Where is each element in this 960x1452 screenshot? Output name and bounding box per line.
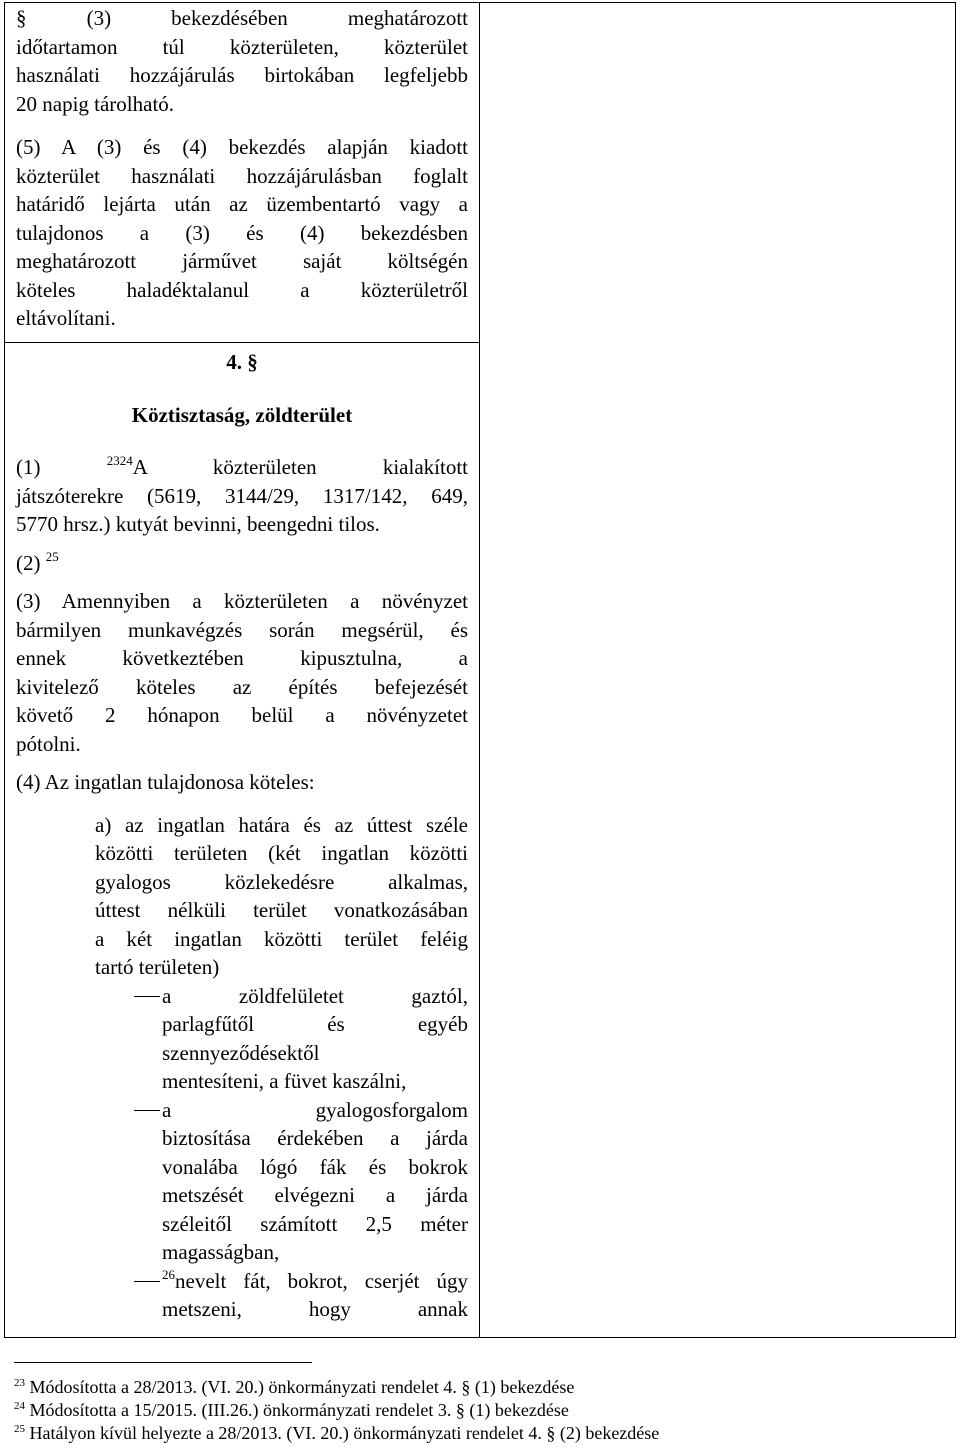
- text-line: (3) Amennyiben a közterületen a növényzet: [16, 589, 468, 613]
- text-line: kivitelező köteles az építés befejezését: [16, 674, 468, 699]
- text-line: a két ingatlan közötti terület feléig: [95, 926, 468, 951]
- text-line: [16, 453, 468, 482]
- text-line: § (3) bekezdésében meghatározott: [16, 6, 468, 30]
- subsection-3: [16, 587, 468, 758]
- text-line: köteles haladéktalanul a közterületről: [16, 277, 468, 302]
- footnote-ref: 2324: [106, 453, 133, 468]
- text-line: széleitől számított 2,5 méter: [162, 1211, 468, 1236]
- dash-item-1: [16, 982, 468, 1096]
- subsection-4-intro: (4) Az ingatlan tulajdonosa köteles:: [16, 770, 315, 794]
- section-number: 4. §: [226, 350, 258, 374]
- text-line: parlagfűtől és egyéb: [162, 1012, 468, 1036]
- text-line: közötti területen (két ingatlan közötti: [95, 841, 468, 865]
- text-line: a gyalogosforgalom: [162, 1097, 468, 1122]
- text-line: metszeni, hogy annak: [162, 1297, 468, 1321]
- text-line: 20 napig tárolható.: [16, 91, 175, 116]
- text-line: ennek következtében kipusztulna, a: [16, 646, 468, 670]
- text-line: a) az ingatlan határa és az úttest széle: [95, 812, 468, 837]
- paragraph-3-continuation: [16, 4, 468, 118]
- footnote-23: $^{23}$ Módosította a 28/2013. (VI. 20.) önkormányzati rendelet 4. § (1) bekezdése: [14, 1377, 575, 1397]
- footnote-24: $^{24}$ Módosította a 15/2015. (III.26.) önkormányzati rendelet 3. § (1) bekezdése: [14, 1400, 569, 1420]
- text-line: (5) A (3) és (4) bekezdés alapján kiadott: [16, 135, 468, 159]
- text-line: gyalogos közlekedésre alkalmas,: [95, 869, 468, 894]
- text-line: eltávolítani.: [16, 306, 116, 330]
- text-line: tartó területen): [95, 955, 220, 979]
- text-line: mentesíteni, a füvet kaszálni,: [162, 1069, 407, 1093]
- subsection-1: [16, 453, 468, 539]
- footnote-ref: 26: [162, 1266, 175, 1282]
- text-line: időtartamon túl közterületen, közterület: [16, 34, 468, 59]
- text-line: metszését elvégezni a járda: [162, 1183, 468, 1207]
- subsection-number: (1): [16, 455, 41, 479]
- row-divider: [4, 342, 480, 343]
- text-line: magasságban,: [162, 1240, 280, 1264]
- text-line: pótolni.: [16, 731, 81, 756]
- text-line: szennyeződésektől: [162, 1040, 320, 1065]
- cell-lower: [16, 348, 468, 1324]
- column-divider: [479, 2, 480, 1338]
- text-line: használati hozzájárulás birtokában legfeljebb: [16, 63, 468, 87]
- point-a: [95, 811, 468, 982]
- text-line: biztosítása érdekében a járda: [162, 1126, 468, 1150]
- text-line: a zöldfelületet gaztól,: [162, 983, 468, 1008]
- sup-and-text: $^{2324}$A közterületen kialakított: [106, 453, 468, 479]
- text-line: meghatározott járművet saját költségén: [16, 249, 468, 273]
- footnote-separator: [14, 1362, 312, 1363]
- subsection-2: [16, 549, 468, 578]
- text-line: vonalába lógó fák és bokrok: [162, 1154, 468, 1179]
- text-line: úttest nélküli terület vonatkozásában: [95, 898, 468, 922]
- cell-upper: [16, 4, 468, 333]
- section-title: Köztisztaság, zöldterület: [131, 402, 353, 427]
- paragraph-5: [16, 133, 468, 333]
- dash-item-2: [16, 1096, 468, 1267]
- dash-item-3: [16, 1267, 468, 1324]
- footnotes: [14, 1376, 659, 1445]
- text-line: közterület használati hozzájárulásban foglalt: [16, 163, 468, 188]
- text-line: tulajdonos a (3) és (4) bekezdésben: [16, 220, 468, 245]
- text-line: bármilyen munkavégzés során megsérül, és: [16, 617, 468, 642]
- text-line: $^{26}$nevelt fát, bokrot, cserjét úgy: [162, 1266, 468, 1293]
- text-line: 5770 hrsz.) kutyát bevinni, beengedni tilos.: [16, 512, 380, 536]
- subsection-number: (2): [16, 550, 41, 575]
- text-line: határidő lejárta után az üzembentartó vagy a: [16, 192, 468, 216]
- text-line: játszóterekre (5619, 3144/29, 1317/142, 649,: [16, 483, 468, 508]
- footnote-25: $^{25}$ Hatályon kívül helyezte a 28/2013. (VI. 20.) önkormányzati rendelet 4. § (2) bekezdése: [14, 1423, 660, 1443]
- footnote-ref: 25: [45, 548, 59, 564]
- text-line: követő 2 hónapon belül a növényzetet: [16, 703, 468, 727]
